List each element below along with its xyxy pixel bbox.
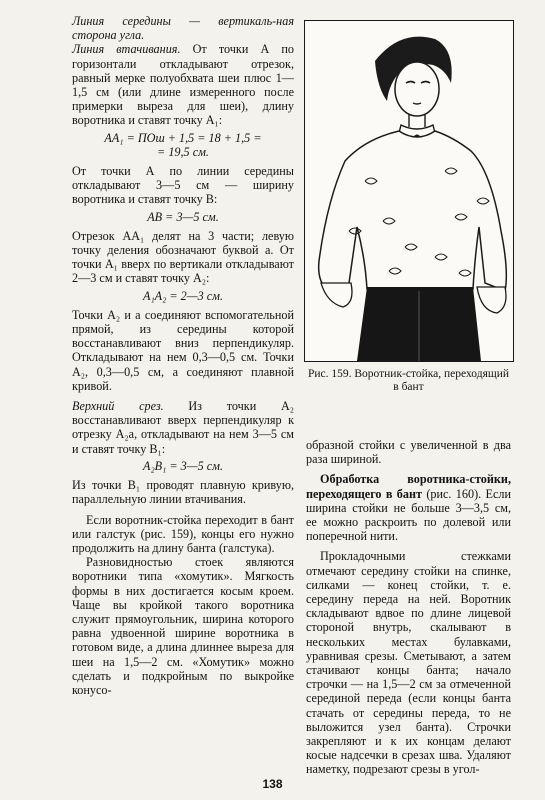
- paragraph-connect-points: Точки А₂ и а соединяют вспомогательной прямой, из середины которой восстанавливают вниз перпендикуляр. Откладывают на нем 0,3—0,5 см. Точки А₂, 0,3—0,5 см, а соединяют плавной кривой.: [72, 307, 294, 393]
- page-number: 138: [262, 777, 283, 791]
- formula-aa1: [72, 131, 294, 159]
- paragraph-basting-steps: Прокладочными стежками отмечают середину стойки на спинке, силками — конец стойки, т. е. середину переда на ней. Воротник складывают вдвое по длине лицевой стороной внутрь, скалывают в нескольких местах булавками, уравнивая срезы. Сметывают, а затем стачивают концы банта; начало строчки — на 1,5—2 см за отмеченной серединой переда (если концы банта стачать от середины переда, то не выложится узел банта). Строчки закрепляют и к их концам делают косые надсечки в срезах шва. Удаляют наметку, подрезают срезы в угол-: [306, 549, 511, 777]
- paragraph-point-b: От точки А по линии середины откладывают 3—5 см — ширину воротника и ставят точку В:: [72, 164, 294, 207]
- subheading-upper-edge: Верхний срез.: [72, 399, 164, 414]
- paragraph-processing-heading: [306, 472, 511, 543]
- paragraph-middle-line: Линия середины — вертикаль-ная сторона угла.: [72, 14, 294, 43]
- subheading-processing: Обработка воротника-стойки, переходящего в бант: [306, 472, 511, 501]
- woman-blouse-illustration: [305, 21, 513, 361]
- processing-text: (рис. 160). Если ширина стойки не больше 3—3,5 см, ее можно раскроить по долевой или поперечной нити.: [306, 486, 511, 544]
- illustration-figure-159: [304, 20, 514, 362]
- seam-line-text: От точки А по горизонтали откладывают отрезок, равный мерке полуобхвата шеи плюс 1—1,5 см (или длине измеренного после примерки выреза для шеи), длину воротника и ставят точку А₁:: [72, 42, 294, 128]
- paragraph-upper-edge: [72, 399, 294, 456]
- formula-aa1-line2: = 19,5 см.: [157, 144, 209, 159]
- upper-edge-text: Из точки А₂ восстанавливают вверх перпендикуляр к отрезку А₂а, откладывают на нем 3—5 см и ставят точку В₁:: [72, 399, 295, 456]
- paragraph-khomutik: Разновидностью стоек являются воротники типа «хомутик». Мягкость формы в них достигается косым кроем. Чаще вы кройкой такого воротника служит прямоугольник, ширина которого равна удвоенной ширине воротника в готовом виде, а длина длиннее выреза для шеи на 1,5—2 см. «Хомутик» можно сделать и подкройным по выкройке конусо-: [72, 555, 294, 697]
- paragraph-curve-b1: Из точки В₁ проводят плавную кривую, параллельную линии втачивания.: [72, 478, 294, 507]
- figure-caption: Рис. 159. Воротник-стойка, переходящий в бант: [307, 368, 510, 393]
- paragraph-divide-aa1: Отрезок АА₁ делят на 3 части; левую точку деления обозначают буквой а. От точки А₁ вверх по вертикали откладывают 2—3 см и ставят точку А₂:: [72, 228, 294, 286]
- paragraph-cone-stand: образной стойки с увеличенной в два раза шириной.: [306, 438, 511, 467]
- paragraph-bow-collar: Если воротник-стойка переходит в бант или галстук (рис. 159), концы его нужно продолжить на длину банта (галстука).: [72, 512, 294, 555]
- formula-aa1-line1: АА₁ = ПОш + 1,5 = 18 + 1,5 =: [104, 130, 262, 145]
- right-text-column: [306, 438, 511, 777]
- formula-a1a2: А₁А₂ = 2—3 см.: [143, 288, 223, 303]
- left-text-column: [72, 14, 294, 697]
- paragraph-seam-line: [72, 42, 294, 127]
- subheading-seam-line: Линия втачивания.: [72, 42, 181, 57]
- formula-ab: АВ = 3—5 см.: [147, 209, 219, 224]
- formula-a2b1: А₂В₁ = 3—5 см.: [143, 458, 223, 473]
